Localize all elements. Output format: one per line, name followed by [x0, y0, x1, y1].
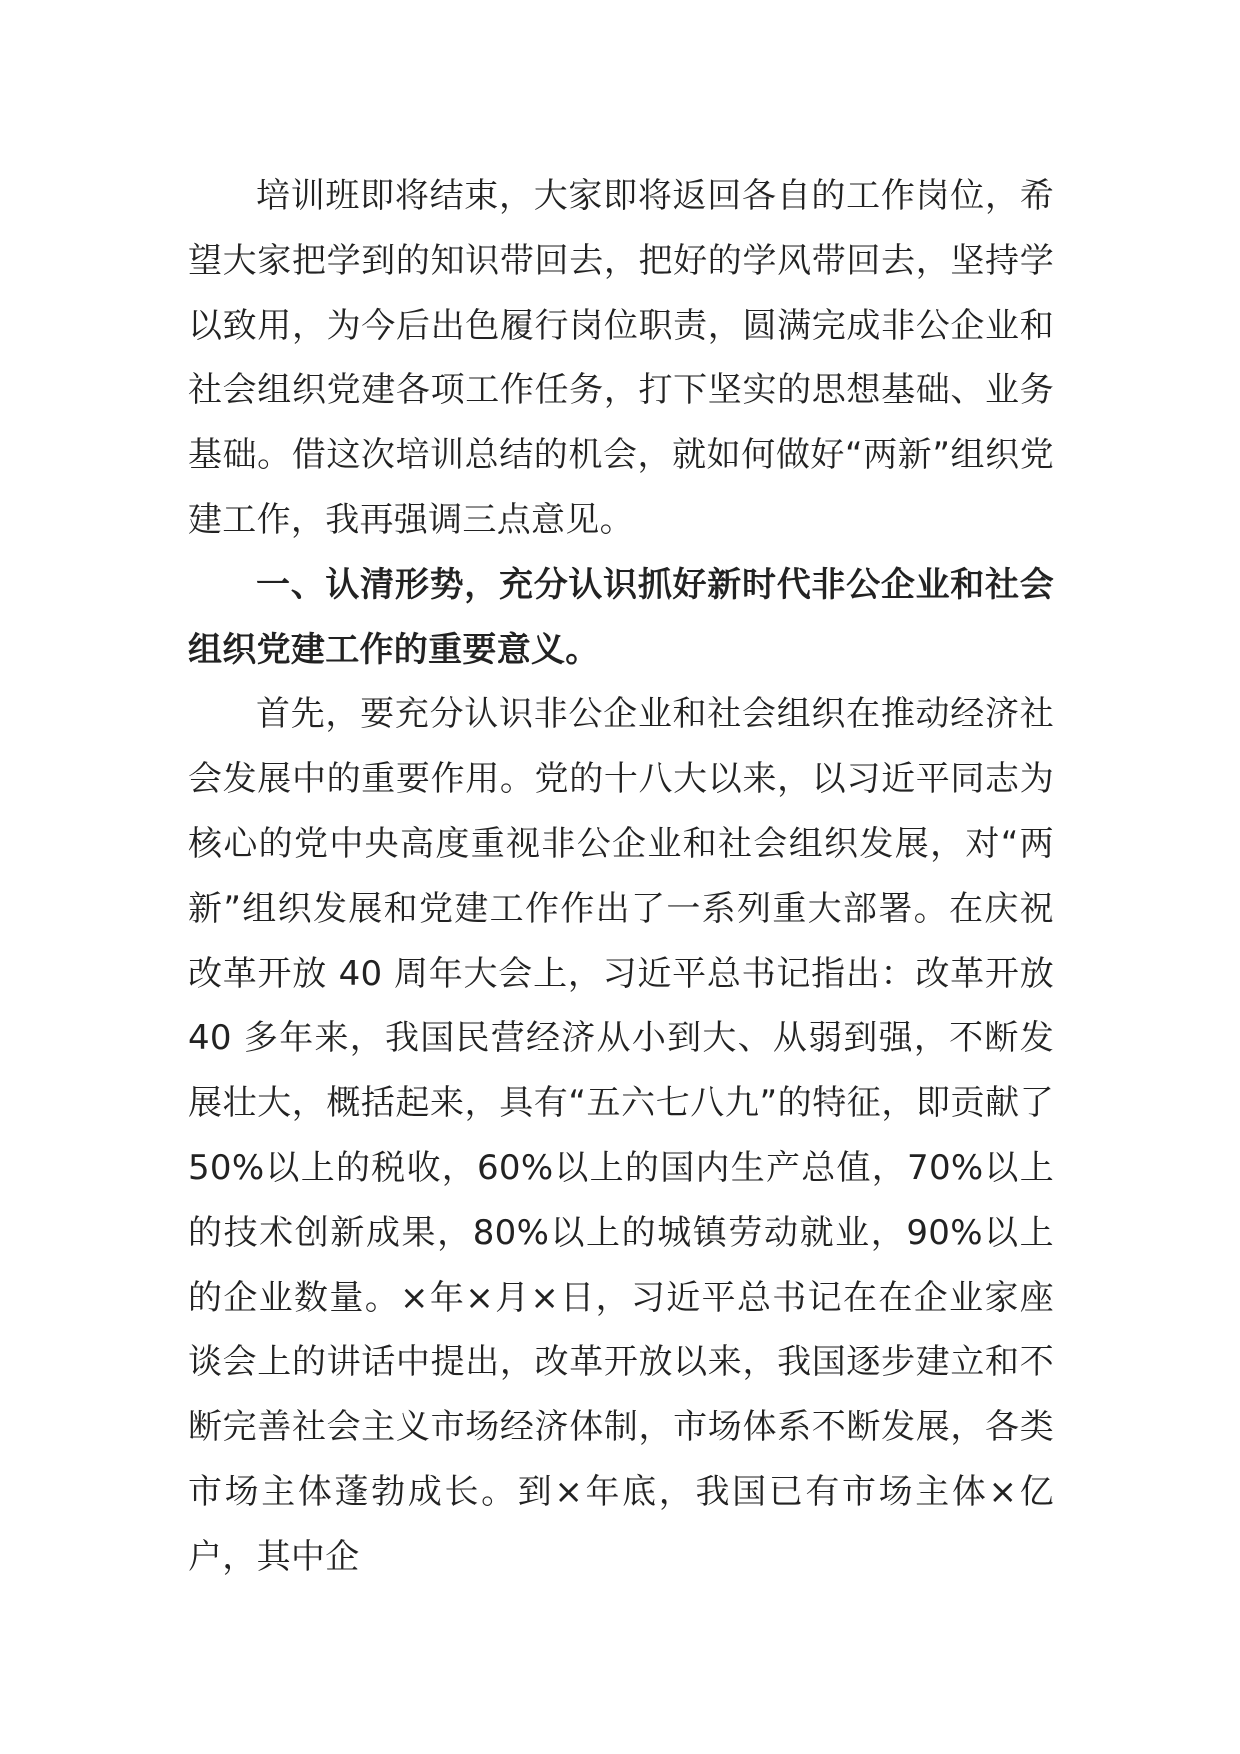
document-page — [188, 164, 1054, 1590]
paragraph-section-1: 首先，要充分认识非公企业和社会组织在推动经济社会发展中的重要作用。党的十八大以来，以习近平同志为核心的党中央高度重视非公企业和社会组织发展，对“两新”组织发展和党建工作作出了一系列重大部署。在庆祝改革开放 40 周年大会上，习近平总书记指出：改革开放 40 多年来，我国民营经济从小到大、从弱到强，不断发展壮大，概括起来，具有“五六七八九”的特征，即贡献了 50%以上的税收，60%以上的国内生产总值，70%以上的技术创新成果，80%以上的城镇劳动就业，90%以上的企业数量。×年×月×日，习近平总书记在在企业家座谈会上的讲话中提出，改革开放以来，我国逐步建立和不断完善社会主义市场经济体制，市场体系不断发展，各类市场主体蓬勃成长。到×年底，我国已有市场主体×亿户，其中企 — [188, 694, 1054, 1577]
section-heading-1: 一、认清形势，充分认识抓好新时代非公企业和社会组织党建工作的重要意义。 — [188, 564, 1054, 670]
paragraph-intro: 培训班即将结束，大家即将返回各自的工作岗位，希望大家把学到的知识带回去，把好的学风带回去，坚持学以致用，为今后出色履行岗位职责，圆满完成非公企业和社会组织党建各项工作任务，打下坚实的思想基础、业务基础。借这次培训总结的机会，就如何做好“两新”组织党建工作，我再强调三点意见。 — [188, 176, 1054, 540]
